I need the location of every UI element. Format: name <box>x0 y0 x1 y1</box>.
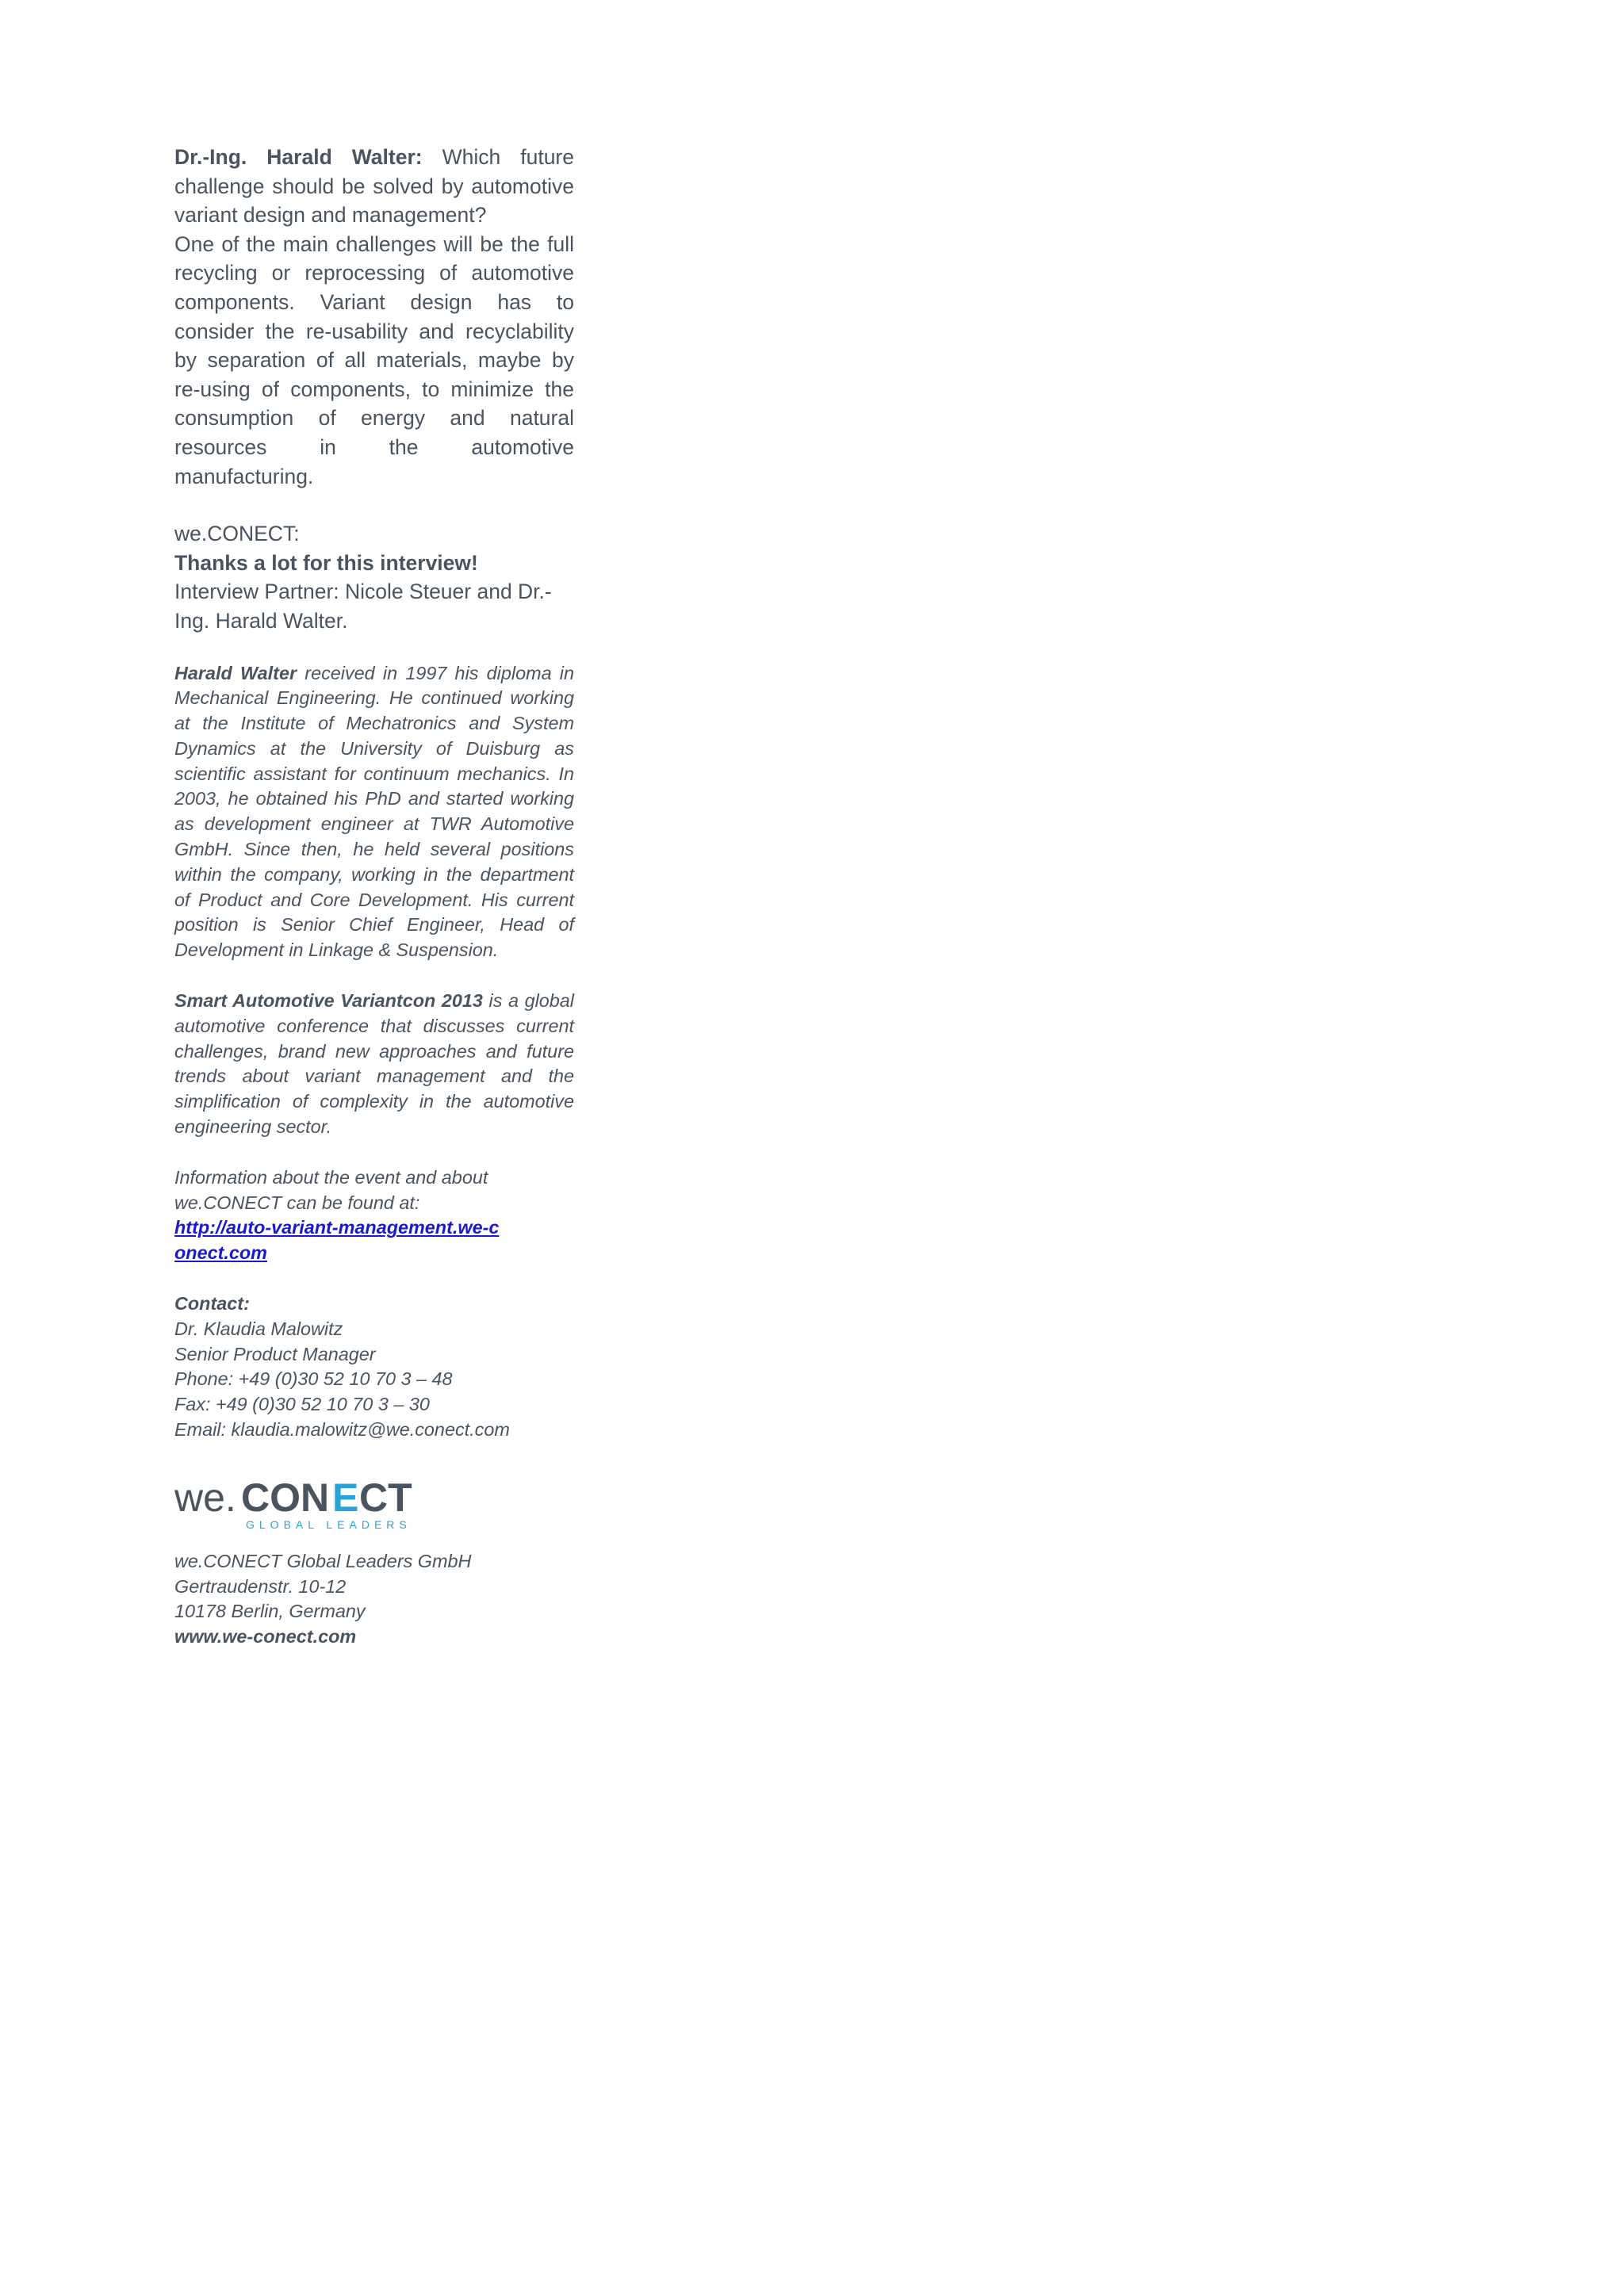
closing-thanks: Thanks a lot for this interview! <box>174 550 478 575</box>
weconect-logo <box>174 1475 436 1532</box>
company-city: 10178 Berlin, Germany <box>174 1601 366 1622</box>
company-street: Gertraudenstr. 10-12 <box>174 1575 347 1597</box>
bio-name: Harald Walter <box>174 662 297 683</box>
contact-email: Email: klaudia.malowitz@we.conect.com <box>174 1419 510 1441</box>
bio-text: received in 1997 his diploma in Mechanical Engineering. He continued working at the Institute of Mechatronics and System Dynamics at the University of Duisburg as scientific assistant for continuum mechanics. In 2003, he obtained his PhD and started working as development engineer at TWR Automotive GmbH. Since then, he held several positions within the company, working in the department of Product and Core Development. His current position is Senior Chief Engineer, Head of Development in Linkage & Suspension. <box>174 662 574 961</box>
contact-phone: Phone: +49 (0)30 52 10 70 3 – 48 <box>174 1368 453 1390</box>
interview-partners: Interview Partner: Nicole Steuer and Dr.-Ing. Harald Walter. <box>174 580 552 633</box>
interview-question <box>174 143 574 230</box>
contact-heading: Contact: <box>174 1293 250 1314</box>
question-text: Which future challenge should be solved by automotive variant design and management? <box>174 145 574 228</box>
company-address <box>174 1549 574 1650</box>
event-url-link[interactable]: http://auto-variant-management.we-conect.com <box>174 1217 500 1264</box>
logo-tagline: GLOBAL LEADERS <box>246 1517 412 1531</box>
event-paragraph <box>174 989 574 1140</box>
logo-e-accent: E <box>332 1475 359 1520</box>
question-speaker: Dr.-Ing. Harald Walter: <box>174 145 423 169</box>
info-text: Information about the event and about we.CONECT can be found at: <box>174 1166 488 1213</box>
event-name: Smart Automotive Variantcon 2013 <box>174 990 483 1012</box>
logo-conect: CON <box>241 1475 330 1520</box>
closing-speaker: we.CONECT: <box>174 522 300 546</box>
contact-role: Senior Product Manager <box>174 1343 376 1364</box>
event-text: is a global automotive conference that discusses current challenges, brand new approaches and future trends about variant management and the simplification of complexity in the automotive engineering sector. <box>174 990 575 1138</box>
text-column <box>174 143 574 1650</box>
logo-we: we. <box>174 1475 236 1520</box>
contact-name: Dr. Klaudia Malowitz <box>174 1318 343 1339</box>
logo-ct: CT <box>359 1475 412 1520</box>
company-name: we.CONECT Global Leaders GmbH <box>174 1550 472 1571</box>
interview-answer: One of the main challenges will be the full recycling or reprocessing of automotive components. Variant design has to consider the re-usability and recyclability by separation of all materials, maybe by re-using of components, to minimize the consumption of energy and natural resources in the automotive manufacturing. <box>174 232 574 488</box>
company-web[interactable]: www.we-conect.com <box>174 1626 357 1647</box>
bio-paragraph <box>174 661 574 964</box>
contact-block <box>174 1292 574 1443</box>
contact-fax: Fax: +49 (0)30 52 10 70 3 – 30 <box>174 1394 430 1415</box>
